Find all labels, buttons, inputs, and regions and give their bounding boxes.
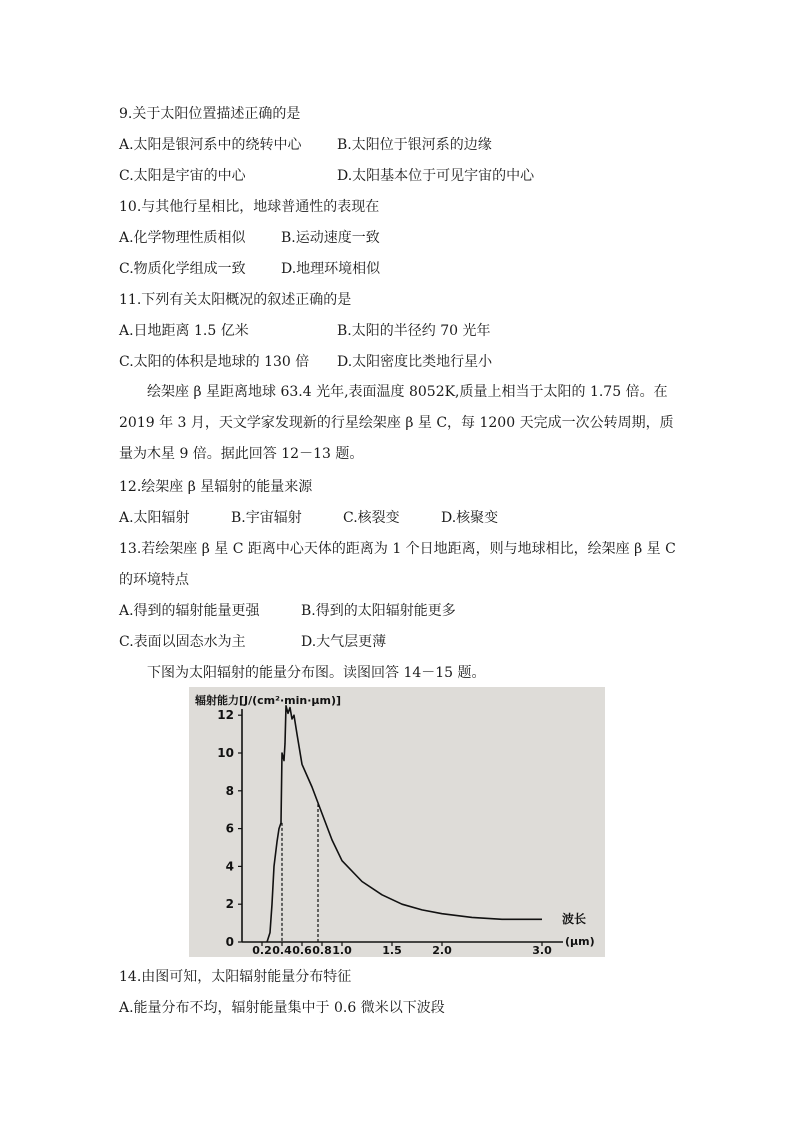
q13-option-c: C.表面以固态水为主 xyxy=(119,634,246,650)
x-tick-label: 1.0 xyxy=(332,944,352,957)
x-tick-label: 0.6 xyxy=(292,944,312,957)
q14-option-a: A.能量分布不均，辐射能量集中于 0.6 微米以下波段 xyxy=(119,1000,445,1016)
y-tick-label: 6 xyxy=(225,821,234,836)
q10-option-a: A.化学物理性质相似 xyxy=(119,230,246,246)
q10-stem: 10.与其他行星相比，地球普通性的表现在 xyxy=(119,199,380,215)
q12-stem: 12.绘架座 β 星辐射的能量来源 xyxy=(119,479,313,495)
y-tick-label: 10 xyxy=(217,746,234,760)
passage-figure-intro: 下图为太阳辐射的能量分布图。读图回答 14－15 题。 xyxy=(147,665,486,681)
y-tick-label: 12 xyxy=(217,708,234,723)
q12-option-c: C.核裂变 xyxy=(343,510,400,526)
q12-option-b: B.宇宙辐射 xyxy=(231,510,302,526)
q11-stem: 11.下列有关太阳概况的叙述正确的是 xyxy=(119,292,352,308)
q9-option-c: C.太阳是宇宙的中心 xyxy=(119,168,246,184)
q9-option-d: D.太阳基本位于可见宇宙的中心 xyxy=(337,168,535,184)
solar-radiation-figure xyxy=(189,687,605,957)
q11-option-b: B.太阳的半径约 70 光年 xyxy=(337,323,491,339)
x-tick-label: 3.0 xyxy=(532,944,552,957)
q14-stem: 14.由图可知，太阳辐射能量分布特征 xyxy=(119,969,352,985)
y-tick-label: 4 xyxy=(225,859,234,874)
y-tick-label: 8 xyxy=(225,783,234,798)
q9-option-a: A.太阳是银河系中的绕转中心 xyxy=(119,137,302,153)
chart-xunit: (μm) xyxy=(565,935,595,948)
solar-radiation-chart xyxy=(189,687,605,957)
y-tick-label: 2 xyxy=(225,897,234,912)
q10-option-c: C.物质化学组成一致 xyxy=(119,261,246,277)
x-tick-label: 2.0 xyxy=(432,944,452,957)
q13-option-a: A.得到的辐射能量更强 xyxy=(119,603,260,619)
x-tick-label: 0.4 xyxy=(272,944,292,957)
chart-ylabel: 辐射能力[J/(cm²·min·μm)] xyxy=(195,694,341,707)
passage-beta-pictoris: 绘架座 β 星距离地球 63.4 光年,表面温度 8052K,质量上相当于太阳的 1.75 倍。在 2019 年 3 月，天文学家发现新的行星绘架座 β 星 C，每 1200 天完成一次公转周期，质量为木星 9 倍。据此回答 12－13 题。 xyxy=(119,384,674,462)
q12-option-a: A.太阳辐射 xyxy=(119,510,190,526)
q13-stem-cont: 的环境特点 xyxy=(119,572,189,588)
x-tick-label: 0.2 xyxy=(252,944,272,957)
x-tick-label: 0.8 xyxy=(312,944,332,957)
radiation-curve xyxy=(267,706,542,942)
chart-xlabel: 波长 xyxy=(562,912,587,926)
q12-option-d: D.核聚变 xyxy=(441,510,499,526)
q11-option-a: A.日地距离 1.5 亿米 xyxy=(119,323,249,339)
q10-option-b: B.运动速度一致 xyxy=(281,230,380,246)
q13-option-d: D.大气层更薄 xyxy=(301,634,387,650)
q9-stem: 9.关于太阳位置描述正确的是 xyxy=(119,106,301,122)
x-tick-label: 1.5 xyxy=(382,944,402,957)
q9-option-b: B.太阳位于银河系的边缘 xyxy=(337,137,492,153)
q11-option-c: C.太阳的体积是地球的 130 倍 xyxy=(119,354,310,370)
q11-option-d: D.太阳密度比类地行星小 xyxy=(337,354,493,370)
y-tick-label: 0 xyxy=(225,935,234,949)
q13-stem: 13.若绘架座 β 星 C 距离中心天体的距离为 1 个日地距离，则与地球相比，绘架座 β 星 C xyxy=(119,541,676,557)
q10-option-d: D.地理环境相似 xyxy=(281,261,381,277)
q13-option-b: B.得到的太阳辐射能更多 xyxy=(301,603,456,619)
